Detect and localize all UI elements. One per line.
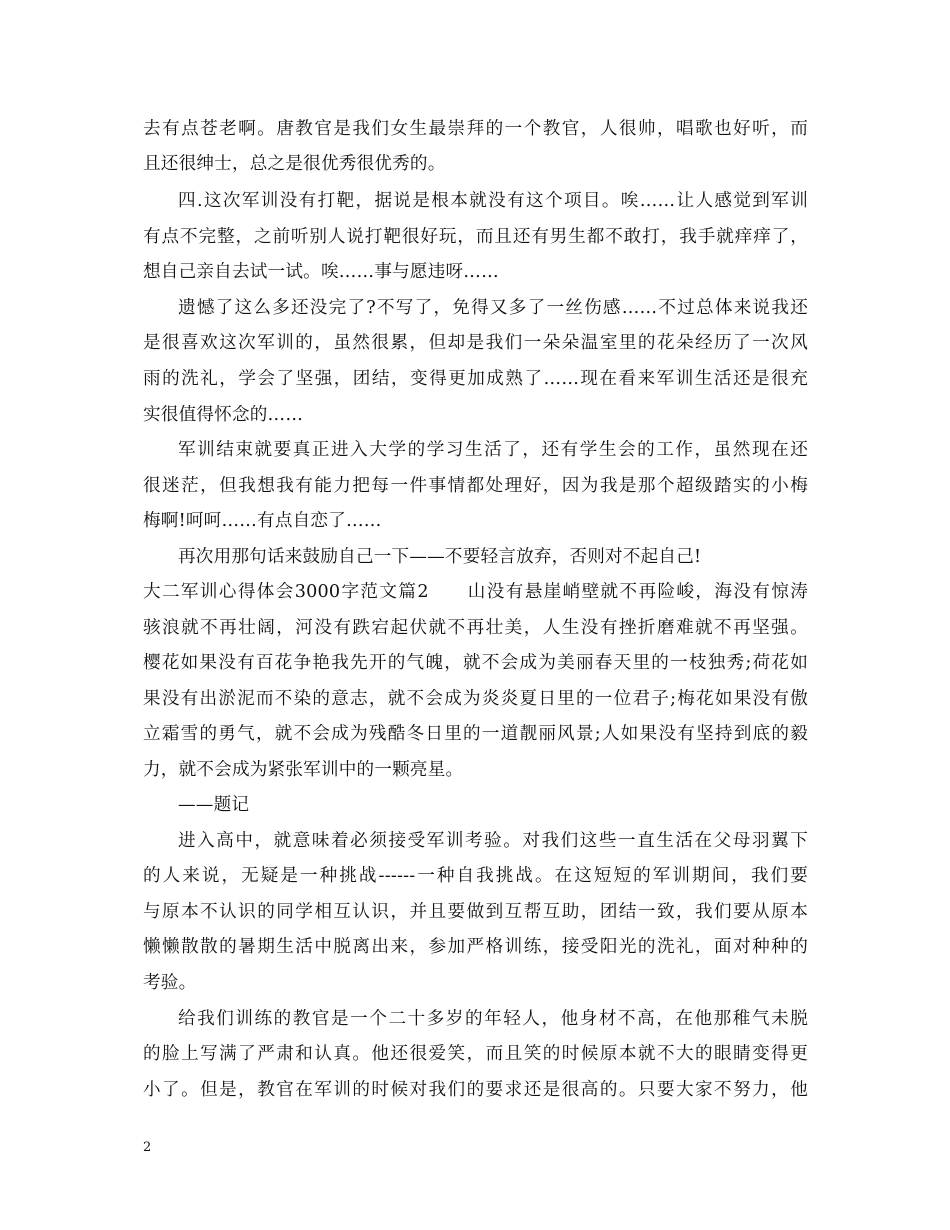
text-line: 小了。但是，教官在军训的时候对我们的要求还是很高的。只要大家不努力，他 — [143, 1080, 808, 1100]
text-line: 骇浪就不再壮阔，河没有跌宕起伏就不再壮美，人生没有挫折磨难就不再坚强。 — [143, 618, 808, 638]
text-line: 给我们训练的教官是一个二十多岁的年轻人，他身材不高，在他那稚气未脱 — [178, 1009, 808, 1029]
text-line: 有点不完整，之前听别人说打靶很好玩，而且还有男生都不敢打，我手就痒痒了， — [143, 227, 808, 247]
page-number: 2 — [143, 1140, 152, 1155]
text-line: 懒懒散散的暑期生活中脱离出来，参加严格训练，接受阳光的洗礼，面对种种的 — [143, 937, 808, 957]
text-line: 的人来说，无疑是一种挑战------一种自我挑战。在这短短的军训期间，我们要 — [143, 866, 808, 886]
text-line: 与原本不认识的同学相互认识，并且要做到互帮互助，团结一致，我们要从原本 — [143, 902, 808, 922]
text-line: 遗憾了这么多还没完了?不写了，免得又多了一丝伤感……不过总体来说我还 — [178, 298, 808, 318]
text-line: 梅啊!呵呵……有点自恋了…… — [143, 511, 382, 531]
text-line: 雨的洗礼，学会了坚强，团结，变得更加成熟了……现在看来军训生活还是很充 — [143, 369, 808, 389]
text-line: 立霜雪的勇气，就不会成为残酷冬日里的一道靓丽风景;人如果没有坚持到底的毅 — [143, 724, 808, 744]
text-line: 去有点苍老啊。唐教官是我们女生最崇拜的一个教官，人很帅，唱歌也好听，而 — [143, 119, 808, 139]
text-line: 力，就不会成为紧张军训中的一颗亮星。 — [143, 760, 464, 780]
text-line: 想自己亲自去试一试。唉……事与愿违呀…… — [143, 262, 499, 282]
text-line: 考验。 — [143, 973, 197, 993]
text-line: 樱花如果没有百花争艳我先开的气魄，就不会成为美丽春天里的一枝独秀;荷花如 — [143, 653, 808, 673]
text-line: 且还很绅士，总之是很优秀很优秀的。 — [143, 154, 446, 174]
text-line: 很迷茫，但我想我有能力把每一件事情都处理好，因为我是那个超级踏实的小梅 — [143, 476, 808, 496]
section-heading-line: 大二军训心得体会3000字范文篇2 山没有悬崖峭壁就不再险峻，海没有惊涛 — [143, 582, 808, 602]
text-line: 的脸上写满了严肃和认真。他还很爱笑，而且笑的时候原本就不大的眼睛变得更 — [143, 1044, 808, 1064]
text-line: 再次用那句话来鼓励自己一下——不要轻言放弃，否则对不起自己! — [178, 547, 702, 567]
text-line: 果没有出淤泥而不染的意志，就不会成为炎炎夏日里的一位君子;梅花如果没有傲 — [143, 689, 808, 709]
epigraph-attribution: ——题记 — [178, 795, 250, 815]
text-line: 实很值得怀念的…… — [143, 405, 304, 425]
text-line: 进入高中，就意味着必须接受军训考验。对我们这些一直生活在父母羽翼下 — [178, 831, 808, 851]
text-line: 是很喜欢这次军训的，虽然很累，但却是我们一朵朵温室里的花朵经历了一次风 — [143, 333, 808, 353]
text-line: 军训结束就要真正进入大学的学习生活了，还有学生会的工作，虽然现在还 — [178, 440, 808, 460]
text-line: 四.这次军训没有打靶，据说是根本就没有这个项目。唉……让人感觉到军训 — [178, 191, 808, 211]
